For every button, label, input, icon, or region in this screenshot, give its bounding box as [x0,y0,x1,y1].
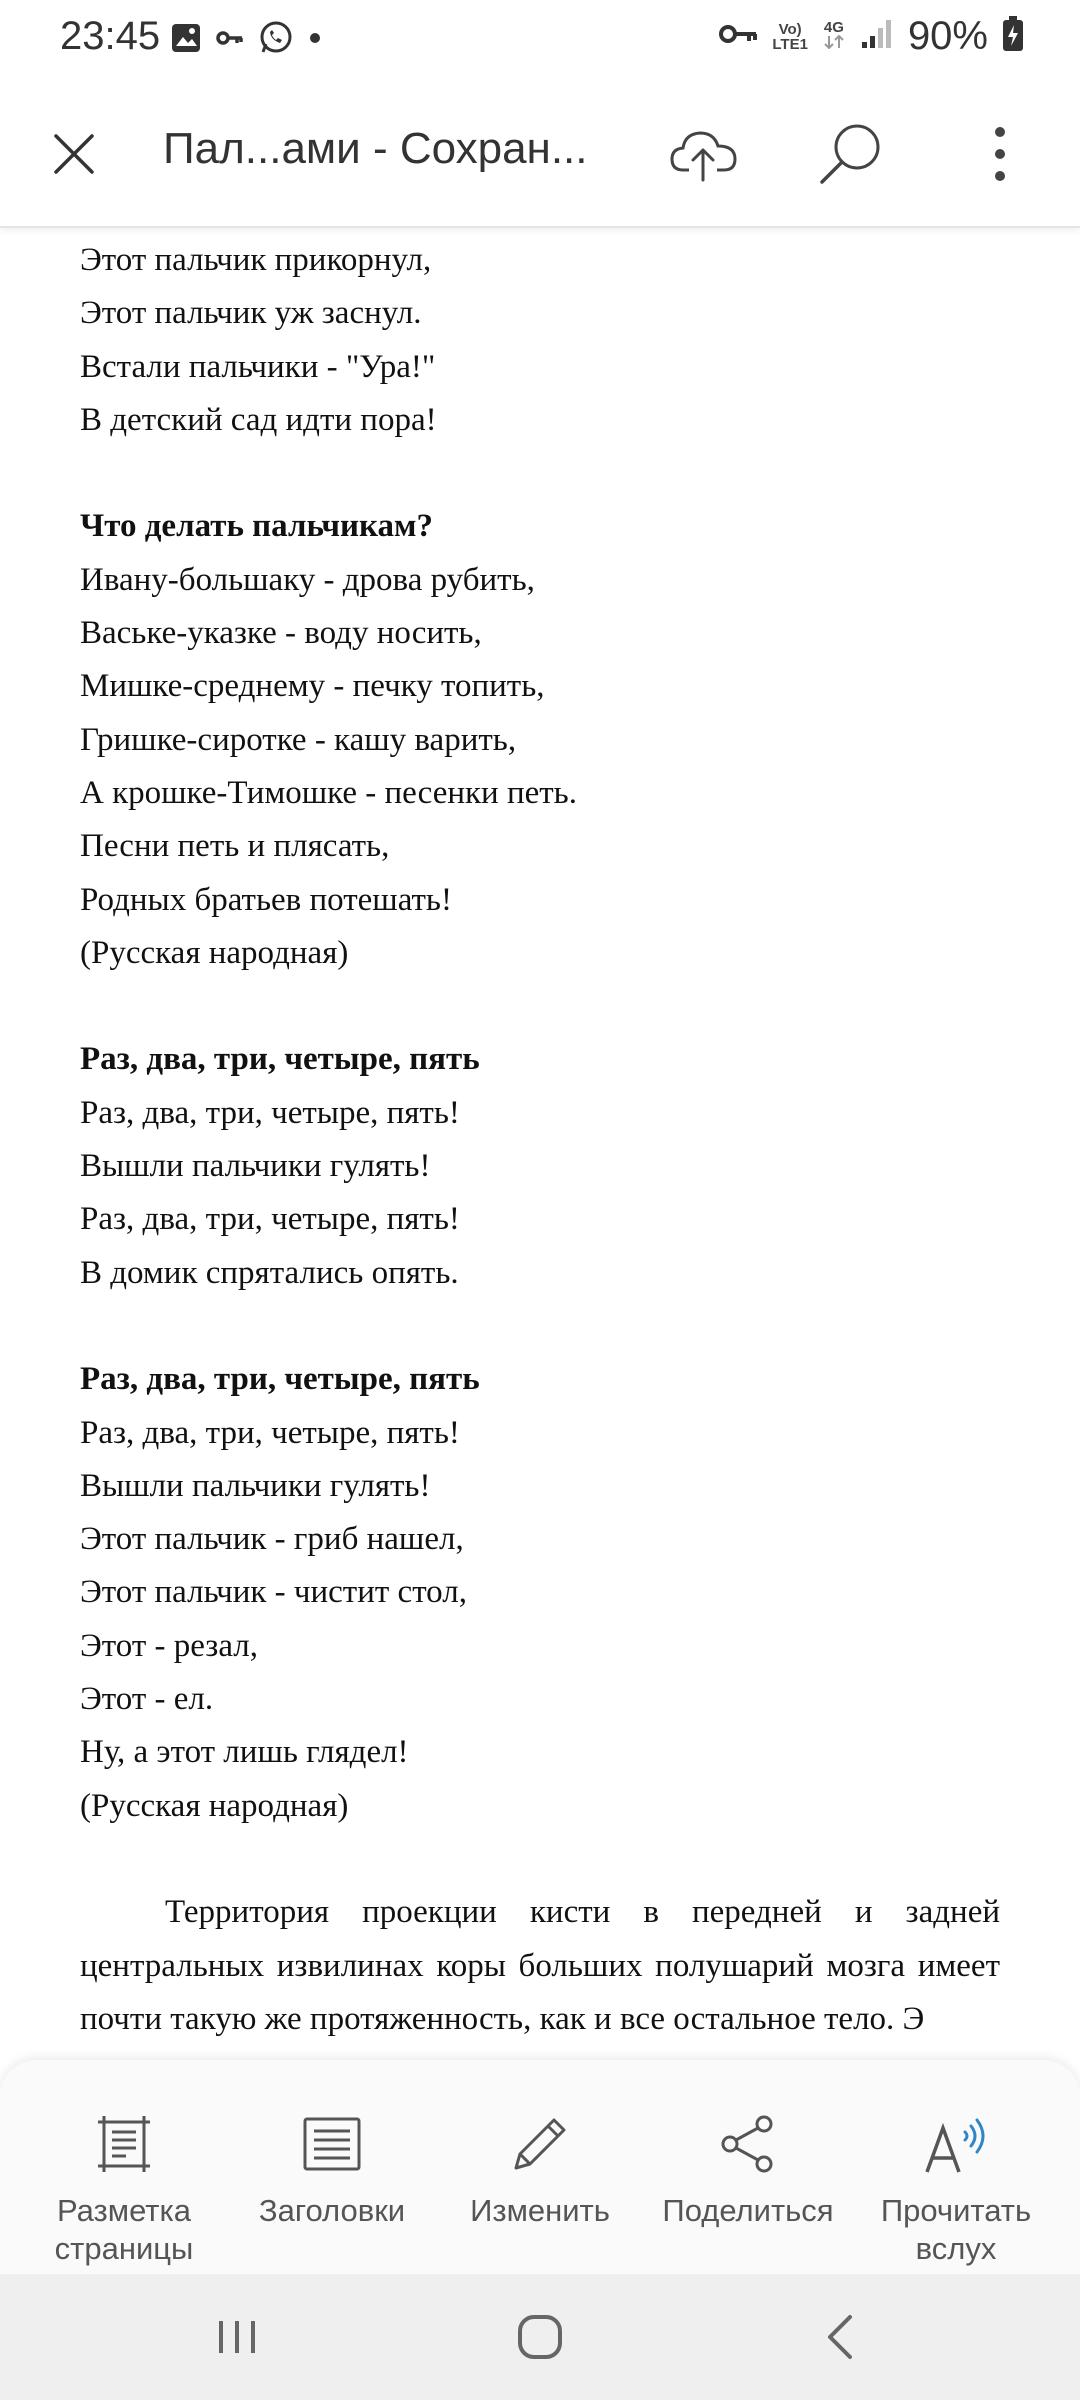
status-system-icons [718,14,1024,59]
system-nav-bar [0,2274,1080,2400]
text-line: (Русская народная) [80,1787,349,1824]
body-paragraph: Территория проекции кисти в передней и задней центральных извилинах коры больших полушарий мозга имеет почти такую же протяженность, как и все остальное тело. Э [80,1894,1000,2037]
page-layout-label: Разметка страницы [54,2193,194,2266]
share-button[interactable] [640,2108,856,2230]
network-volte-label: Vo) [778,20,802,38]
read-aloud-label: Прочитать вслух [880,2193,1032,2266]
text-line: Мишке-среднему - печку топить, [80,668,545,705]
text-line: Этот пальчик - гриб нашел, [80,1521,464,1558]
text-line: В детский сад идти пора! [80,401,437,438]
blank-line [80,1300,1000,1353]
poem-heading: Раз, два, три, четыре, пять [80,1361,480,1398]
vpn-key-icon [718,21,758,52]
page-layout-button[interactable] [16,2108,232,2268]
status-bar [0,0,1080,80]
text-line: Родных братьев потешать! [80,881,452,918]
document-title: Пал...ами - Сохран... [163,124,588,173]
network-lte-label: LTE1 [772,35,808,53]
cloud-upload-icon [669,126,739,182]
text-line: Этот пальчик уж заснул. [80,295,422,332]
text-line: (Русская народная) [80,934,349,971]
text-line: Этот - резал, [80,1627,258,1664]
text-line: Вышли пальчики гулять! [80,1148,431,1185]
recent-apps-icon [216,2317,258,2357]
text-line: Ивану-большаку - дрова рубить, [80,561,535,598]
text-line: Вышли пальчики гулять! [80,1467,431,1504]
headings-icon [302,2116,362,2172]
recent-apps-button[interactable] [207,2307,267,2367]
text-line: Раз, два, три, четыре, пять! [80,1414,460,1451]
read-aloud-button[interactable] [848,2108,1064,2268]
text-line: Встали пальчики - "Ура!" [80,348,436,385]
home-icon [516,2313,564,2361]
page-layout-icon [92,2112,156,2176]
home-button[interactable] [510,2307,570,2367]
headings-label: Заголовки [258,2193,406,2228]
signal-icon [860,18,894,55]
share-icon [716,2112,780,2176]
pencil-icon [508,2112,572,2176]
status-time: 23:45 [60,14,161,58]
blank-line [80,447,1000,500]
app-bar [0,80,1080,228]
key-icon [216,26,244,55]
whatsapp-icon [258,20,294,61]
close-icon [52,132,96,176]
network-4g-label: 4G [823,18,844,36]
text-line: Ну, а этот лишь глядел! [80,1734,409,1771]
blank-line [80,1833,1000,1886]
poem-heading: Раз, два, три, четыре, пять [80,1041,480,1078]
text-line: Раз, два, три, четыре, пять! [80,1201,460,1238]
battery-charging-icon [1002,16,1024,57]
image-icon [170,22,202,59]
share-label: Поделиться [662,2193,834,2228]
network-4g [822,20,846,54]
headings-button[interactable] [224,2108,440,2230]
more-options-button[interactable] [960,114,1040,194]
more-vert-icon [990,124,1010,184]
text-line: Раз, два, три, четыре, пять! [80,1094,460,1131]
text-line: Этот - ел. [80,1681,214,1718]
back-icon [824,2313,856,2361]
text-line: В домик спрятались опять. [80,1254,459,1291]
blank-line [80,980,1000,1033]
poem-heading: Что делать пальчикам? [80,508,434,545]
document-content [80,234,1000,2046]
text-line: Этот пальчик - чистит стол, [80,1574,467,1611]
dot-icon [308,31,322,50]
document-view[interactable] [0,228,1080,2060]
cloud-upload-button[interactable] [664,114,744,194]
back-button[interactable] [810,2307,870,2367]
network-type [772,22,808,52]
status-notification-icons [170,20,322,61]
text-line: Гришке-сиротке - кашу варить, [80,721,517,758]
text-line: Ваське-указке - воду носить, [80,615,482,652]
search-icon [817,121,883,187]
text-line: Этот пальчик прикорнул, [80,242,432,278]
read-aloud-icon [921,2112,991,2176]
edit-button[interactable] [432,2108,648,2230]
search-button[interactable] [810,114,890,194]
text-line: Песни петь и плясать, [80,828,390,865]
battery-percent: 90% [907,14,988,58]
close-button[interactable] [40,120,108,188]
text-line: А крошке-Тимошке - песенки петь. [80,774,577,811]
bottom-toolbar [0,2060,1080,2274]
edit-label: Изменить [470,2193,610,2228]
